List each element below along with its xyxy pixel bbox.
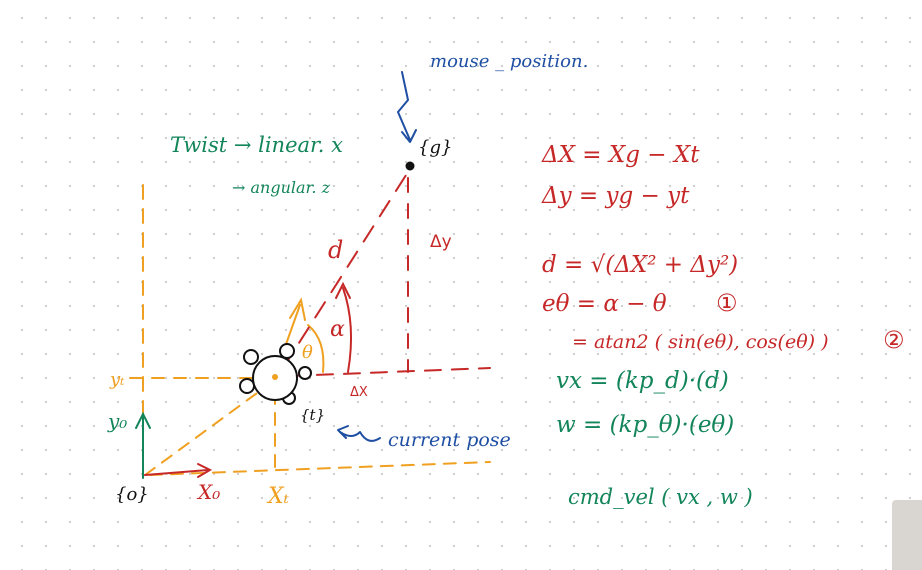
equation-delta-x: ΔX = Xg − Xt <box>542 142 700 168</box>
y-o-label: y₀ <box>108 409 128 433</box>
theta-label: θ <box>302 342 313 363</box>
green-y-axis <box>136 414 150 478</box>
turtle-head <box>280 344 294 358</box>
turtle-leg-tr <box>299 367 311 379</box>
mouse-position-label: mouse _ position. <box>430 51 589 72</box>
equation-distance: d = √(ΔX² + Δy²) <box>542 252 739 278</box>
delta-x-label: ΔX <box>350 385 368 400</box>
equation-1-marker: ① <box>716 289 738 317</box>
equation-delta-y: Δy = yg − yt <box>542 183 690 209</box>
turtle-center <box>272 374 278 380</box>
turtle-leg-tl <box>244 350 258 364</box>
delta-y-label: Δy <box>430 232 452 252</box>
equation-atan2: = atan2 ( sin(eθ), cos(eθ) ) <box>572 331 829 353</box>
equation-cmd-vel: cmd_vel ( vx , w ) <box>568 485 753 509</box>
x-t-label: Xₜ <box>268 484 290 509</box>
origin-to-turtle-dashed <box>145 385 268 475</box>
y-t-label: yₜ <box>110 369 125 390</box>
mouse-pointer-arrow <box>398 72 416 142</box>
delta-x-dashed <box>290 368 490 376</box>
x-o-label: X₀ <box>198 480 221 504</box>
distance-label: d <box>328 236 344 264</box>
current-pose-arrow <box>338 426 380 441</box>
goal-point <box>406 162 415 171</box>
equation-2-marker: ② <box>883 326 905 354</box>
goal-frame-label: {g} <box>418 137 453 158</box>
corner-widget[interactable] <box>892 500 922 570</box>
equation-e-theta: eθ = α − θ <box>542 291 667 317</box>
distance-dashed-line <box>283 172 408 368</box>
twist-linear-label: Twist → linear. x <box>170 133 343 157</box>
twist-angular-label: → angular. z <box>232 178 331 197</box>
turtle-leg-bl <box>240 379 254 393</box>
turtle-robot <box>240 344 311 404</box>
equation-vx: vx = (kp_d)·(d) <box>556 368 729 394</box>
bottom-dashed-line <box>150 462 490 475</box>
equation-w: w = (kp_θ)·(eθ) <box>556 412 735 438</box>
turtle-frame-label: {t} <box>300 406 326 424</box>
current-pose-label: current pose <box>388 429 511 451</box>
origin-frame-label: {o} <box>115 484 149 505</box>
alpha-label: α <box>330 317 345 342</box>
